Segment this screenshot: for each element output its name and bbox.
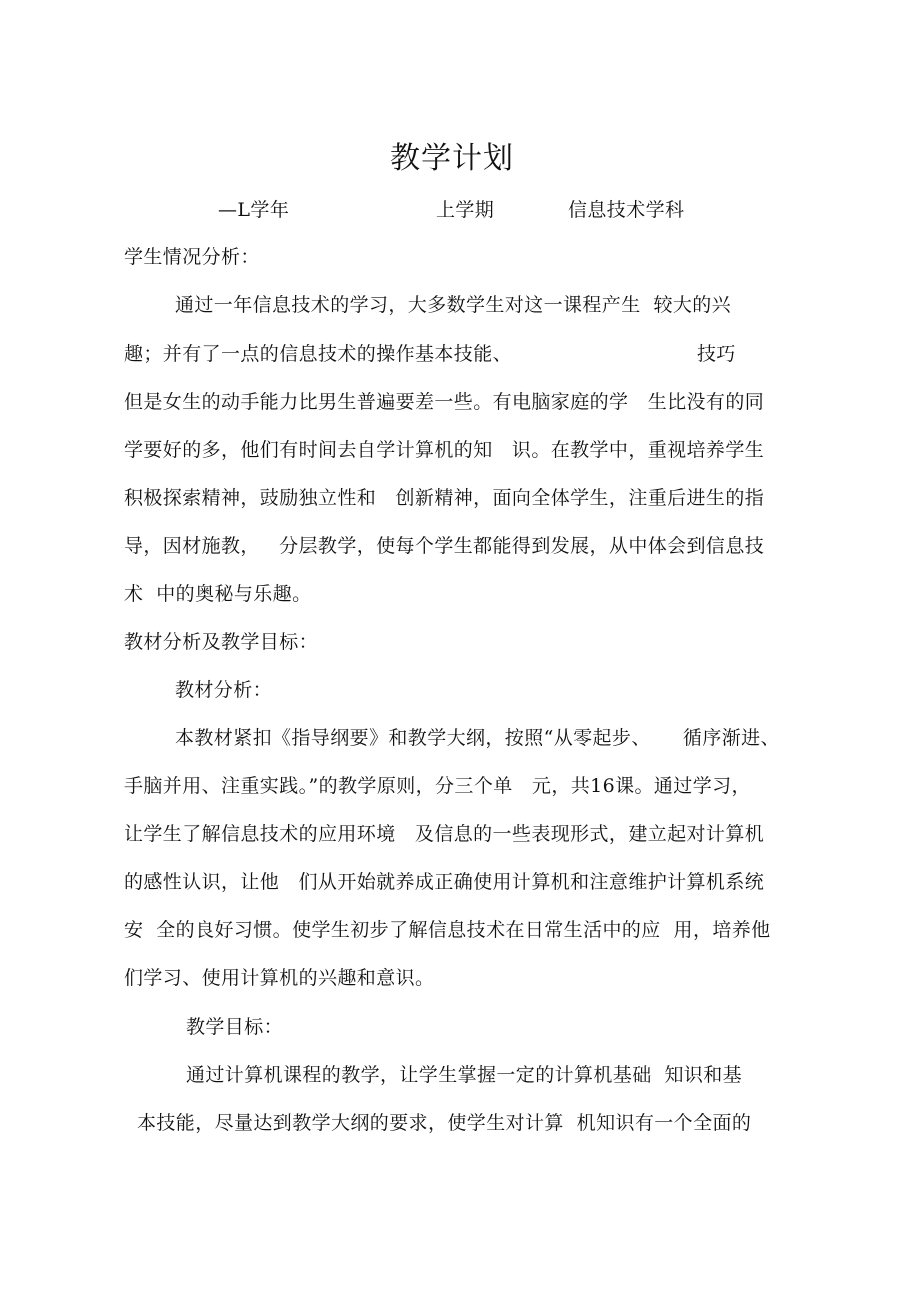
- paragraph-line: 通过一年信息技术的学习，大多数学生对这一课程产生 较大的兴: [175, 294, 732, 316]
- paragraph-line: 安 全的良好习惯。使学生初步了解信息技术在日常生活中的应 用，培养他: [124, 919, 771, 941]
- school-year: —L学年: [218, 199, 290, 221]
- term: 上学期: [436, 199, 495, 221]
- document-title: 教学计划: [390, 141, 514, 176]
- heading-textbook-goals: 教材分析及教学目标：: [124, 631, 319, 653]
- paragraph-line: 手脑并用、注重实践。”的教学原则，分三个单 元，共16课。通过学习，: [124, 775, 751, 797]
- heading-student-analysis: 学生情况分析：: [124, 246, 260, 268]
- paragraph-line: 导，因材施教， 分层教学，使每个学生都能得到发展，从中体会到信息技: [124, 535, 765, 557]
- paragraph-line: 通过计算机课程的教学，让学生掌握一定的计算机基础 知识和基: [186, 1064, 743, 1086]
- paragraph-line: 术 中的奥秘与乐趣。: [124, 583, 312, 605]
- paragraph-line: 本教材紧扣《指导纲要》和教学大纲，按照“从零起步、 循序渐进、: [175, 727, 780, 749]
- subheading-teaching-goals: 教学目标：: [186, 1016, 284, 1038]
- paragraph-line: 让学生了解信息技术的应用环境 及信息的一些表现形式，建立起对计算机: [124, 823, 765, 845]
- paragraph-line: 们学习、使用计算机的兴趣和意识。: [124, 967, 435, 989]
- paragraph-line: 趣；并有了一点的信息技术的操作基本技能、: [124, 343, 513, 365]
- subject: 信息技术学科: [568, 199, 685, 221]
- paragraph-line: 技巧: [697, 343, 736, 365]
- paragraph-line: 但是女生的动手能力比男生普遍要差一些。有电脑家庭的学 生比没有的同: [124, 391, 765, 413]
- paragraph-line: 积极探索精神，豉励独立性和 创新精神，面向全体学生，注重后进生的指: [124, 487, 765, 509]
- paragraph-line: 本技能，尽量达到教学大纲的要求，使学生对计算 机知识有一个全面的: [137, 1112, 752, 1134]
- paragraph-line: 学要好的多，他们有时间去自学计算机的知 识。在教学中，重视培养学生: [124, 439, 765, 461]
- subheading-textbook-analysis: 教材分析：: [175, 679, 273, 701]
- paragraph-line: 的感性认识，让他 们从开始就养成正确使用计算机和注意维护计算机系统: [124, 871, 765, 893]
